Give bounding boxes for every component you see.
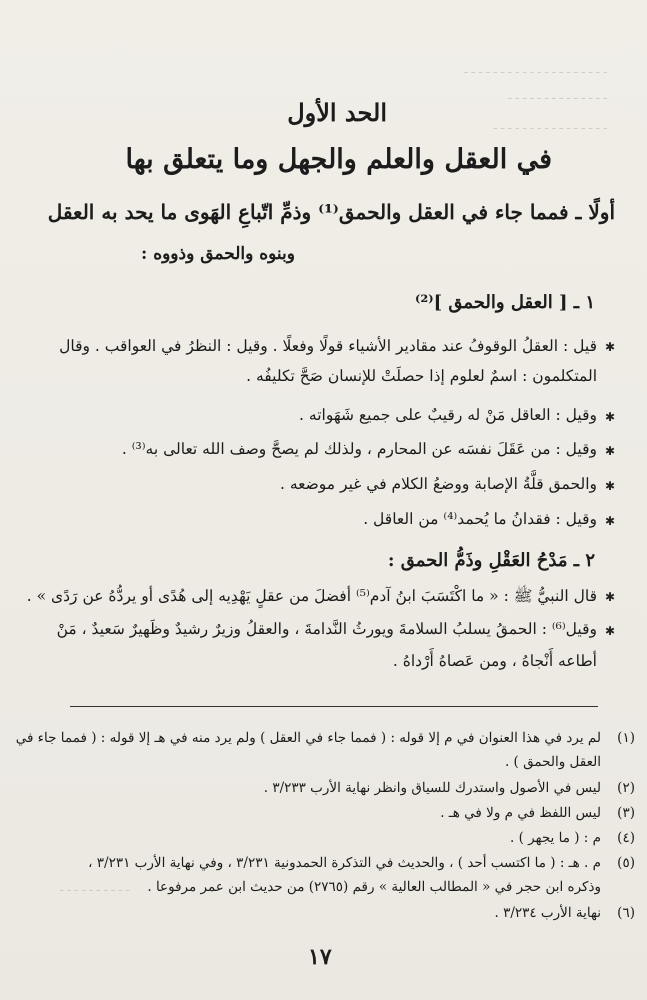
bullet-icon: ✱ <box>604 590 615 604</box>
footnote-number: (٤) <box>617 830 635 846</box>
footnote-divider <box>70 706 598 707</box>
bleed-through-text: ـ ـ ـ ـ ـ ـ ـ ـ ـ ـ ـ ـ ـ ـ ـ ـ <box>493 118 607 132</box>
bullet-icon: ✱ <box>604 340 615 354</box>
paragraph: أطاعه أَنْجاهُ ، ومن عَصاهُ أَرْداهُ . <box>392 652 597 670</box>
footnote-text: وذكره ابن حجر في « المطالب العالية » رقم (٢٧٦٥) من حديث ابن عمر مرفوعا . <box>147 879 601 895</box>
paragraph: وقيل : فقدانُ ما يُحمد⁽⁴⁾ من العاقل . <box>363 510 597 528</box>
intro-heading-line2: وبنوه والحمق وذووه : <box>141 244 295 264</box>
subsection-title-2: ٢ ـ مَدْحُ العَقْلِ وذَمُّ الحمق : <box>387 550 595 571</box>
bleed-through-text: ـ ـ ـ ـ ـ ـ ـ ـ ـ ـ <box>60 880 130 894</box>
footnote-text: ليس في الأصول واستدرك للسياق وانظر نهاية الأرب ٣/٢٣٣ . <box>263 780 601 796</box>
paragraph: والحمق قلَّةُ الإصابة ووضعُ الكلام في غير موضعه . <box>280 475 597 493</box>
footnote-number: (٣) <box>617 805 635 821</box>
bullet-icon: ✱ <box>604 410 615 424</box>
bullet-icon: ✱ <box>604 514 615 528</box>
footnote-text: م : ( ما يجهر ) . <box>510 830 601 846</box>
section-heading: الحد الأول <box>287 98 387 127</box>
bullet-icon: ✱ <box>604 444 615 458</box>
footnote-text: العقل والحمق ) . <box>504 754 601 770</box>
page-number: ١٧ <box>308 944 332 970</box>
footnote-text: نهاية الأرب ٣/٢٣٤ . <box>494 905 601 921</box>
footnote-text: لم يرد في هذا العنوان في م إلا قوله : ( فمما جاء في العقل ) ولم يرد منه في هـ إلا قوله : ( فمما جاء في <box>15 730 601 746</box>
paragraph: وقيل : من عَقَلَ نفسَه عن المحارم ، ولذلك لم يصحَّ وصف الله تعالى به⁽³⁾ . <box>121 440 597 458</box>
bullet-icon: ✱ <box>604 624 615 638</box>
footnote-number: (٢) <box>617 780 635 796</box>
bleed-through-text: ـ ـ ـ ـ ـ ـ ـ ـ ـ ـ ـ ـ ـ ـ <box>508 88 607 102</box>
paragraph: وقيل⁽⁶⁾ : الحمقُ يسلبُ السلامةَ ويورثُ النَّدامةَ ، والعقلُ وزيرٌ رشيدٌ وظَهيرٌ سَعيدٌ ، مَنْ <box>56 620 597 638</box>
footnote-text: م . هـ : ( ما اكتسب أحد ) ، والحديث في التذكرة الحمدونية ٣/٢٣١ ، وفي نهاية الأرب ٣/٢٣١ ، <box>88 855 601 871</box>
bullet-icon: ✱ <box>604 479 615 493</box>
footnote-text: ليس اللفظ في م ولا في هـ . <box>440 805 601 821</box>
footnote-number: (١) <box>617 730 635 746</box>
footnote-number: (٦) <box>617 905 635 921</box>
bleed-through-text: ـ ـ ـ ـ ـ ـ ـ ـ ـ ـ ـ ـ ـ ـ ـ ـ ـ ـ ـ ـ <box>464 62 607 76</box>
chapter-title: في العقل والعلم والجهل وما يتعلق بها <box>125 144 552 175</box>
paragraph: قيل : العقلُ الوقوفُ عند مقادير الأشياء قولًا وفعلًا . وقيل : النظرُ في العواقب . وقال <box>59 337 597 355</box>
paragraph: المتكلمون : اسمٌ لعلوم إذا حصلَتْ للإنسان صَحَّ تكليفُه . <box>246 367 597 385</box>
paragraph: وقيل : العاقل مَنْ له رقيبٌ على جميع شَهَواته . <box>299 406 597 424</box>
subsection-title-1: ١ ـ [ العقل والحمق ]⁽²⁾ <box>414 292 595 313</box>
footnote-number: (٥) <box>617 855 635 871</box>
paragraph: قال النبيُّ ﷺ : « ما اكْتَسَبَ ابنُ آدم⁽⁵⁾ أفضلَ من عقلٍ يَهْدِيه إلى هُدًى أو يردُّهُ عن رَدًى » . <box>26 587 597 605</box>
intro-heading-line1: أولًا ـ فمما جاء في العقل والحمق⁽¹⁾ وذمِّ اتّباعِ الهَوى ما يحد به العقل <box>47 200 615 224</box>
